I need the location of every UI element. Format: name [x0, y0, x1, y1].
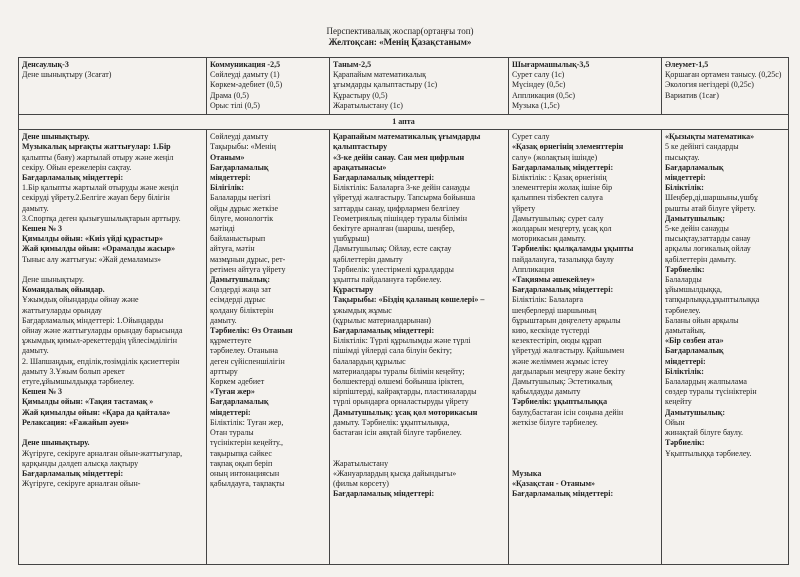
area-item: Қоршаған ортамен танысу. (0,25с): [665, 70, 782, 80]
text-line: Бағдарламалық міндеттері:: [333, 489, 435, 499]
text-line: Шеңбер,ді,шаршыны,үшбұ: [665, 193, 758, 203]
text-line: қолдану біліктерін: [210, 305, 274, 315]
text-line: айтуға, мәтін: [210, 244, 255, 254]
text-line: Біліктілік: Туған жер,: [210, 417, 284, 427]
text-line: Ойын: [665, 417, 685, 427]
plan-table: [18, 57, 789, 565]
text-line: деген сүйіспеншілігін: [210, 356, 285, 366]
text-line: моторикасын дамыту.: [512, 234, 586, 244]
week-row: [19, 115, 789, 130]
text-line: материалдары туралы білімін кеңейту;: [333, 366, 465, 376]
area-title: Шығармашылық-3,5: [512, 60, 590, 69]
text-line: салу» (жолақтың ішінде): [512, 152, 598, 162]
text-line: Дене шынықтыру.: [22, 438, 90, 448]
area-title: Әлеумет-1,5: [665, 60, 709, 69]
text-line: Бағдарламалық міндеттері:: [512, 285, 614, 295]
text-line: қабілеттерін дамыту: [333, 254, 403, 264]
text-line: міндеттері:: [210, 407, 251, 417]
text-line: Бағдарламалық: [665, 162, 724, 172]
text-line: пішімді үйлерді сала білуін бекіту;: [333, 346, 452, 356]
text-line: міндеттері:: [210, 173, 251, 183]
text-line: Дене шынықтыру.: [22, 275, 84, 285]
text-line: арақатынасы»: [333, 162, 387, 172]
text-line: Дамытушылық:: [665, 213, 726, 223]
text-line: Бағдарламалық: [210, 397, 269, 407]
text-line: жинақтай білуге баулу.: [665, 428, 744, 438]
text-line: Дамытушылық: ұсақ қол моторикасын: [333, 407, 478, 417]
text-line: Балаларды: [665, 275, 702, 285]
text-line: үйретуді жалғастыру. Қайшымен: [512, 346, 625, 356]
text-line: Құрастыру: [333, 285, 374, 295]
text-line: үйретуді жалғастыру. Тапсырма бойынша: [333, 193, 475, 203]
text-line: етуге,ұйымшылдыққа тәрбиелеу.: [22, 377, 135, 387]
text-line: міндеттері:: [665, 356, 706, 366]
text-line: байланыстырып: [210, 234, 266, 244]
text-line: кию, кескінде түстерді: [512, 326, 590, 336]
text-line: «Туған жер»: [210, 387, 255, 397]
text-line: Тәрбиелік: Өз Отанын: [210, 326, 293, 336]
text-line: Баланы ойын арқылы: [665, 315, 739, 325]
text-line: «Қазақ өрнегінің элементтерін: [512, 142, 624, 152]
text-line: «Қызықты математика»: [665, 132, 755, 142]
text-line: Тыныс алу жаттығуы: «Жай демаламыз»: [22, 254, 161, 264]
text-line: үйрету: [512, 203, 536, 213]
column-social: [662, 130, 789, 565]
text-line: заттарды санау, цифрлармен белгілеу: [333, 203, 460, 213]
text-line: (фильм көрсету): [333, 479, 389, 489]
text-line: рышты атай білуге үйрету.: [665, 203, 756, 213]
text-line: арттыру: [210, 366, 238, 376]
text-line: ұйымшылдыққа,: [665, 285, 723, 295]
text-line: «3-ке дейін санау. Сан мен цифрлын: [333, 152, 465, 162]
text-line: қабылдауды дамыту: [512, 387, 581, 397]
text-line: Кешен № 3: [22, 387, 62, 397]
text-line: Жай қимылды ойын: «Қара да қайтала»: [22, 407, 171, 417]
text-line: мазмұнын дұрыс, рет-: [210, 254, 286, 264]
text-line: дамыту. Тәрбиелік: ұқыптылыққа,: [333, 417, 450, 427]
text-line: қалыппен тізбектеп салуға: [512, 193, 603, 203]
text-line: баулу,бастаған ісін соңына дейін: [512, 407, 624, 417]
text-line: есімдерді дұрыс: [210, 295, 266, 305]
column-creativity: [509, 130, 662, 565]
text-line: Біліктілік:: [665, 183, 704, 193]
text-line: Біліктілік: : Қазақ өрнегінің: [512, 173, 607, 183]
text-line: Сурет салу: [512, 132, 550, 142]
text-line: дамыту 3.Ұжым болып әрекет: [22, 366, 125, 376]
text-line: Дамытушылық:: [210, 275, 271, 285]
header-line-2: Желтоқсан: «Менің Қазақстаным»: [328, 37, 472, 47]
text-line: 2. Шапшаңдық, епділік,төзімділік қасиеттерін: [22, 356, 180, 366]
text-line: ретімен айтуға үйрету: [210, 264, 286, 274]
text-line: Музыкалық ырғақты жаттығулар: 1.Бір: [22, 142, 171, 152]
text-line: дамыту.: [210, 315, 237, 325]
areas-row: [19, 58, 789, 115]
text-line: кірпіштерді, кайрақтарды, пластиналарды: [333, 387, 477, 397]
text-line: қалыпты (баяу) жартылай отыру және жеңіл: [22, 152, 174, 162]
text-line: пысықтау,заттарды санау: [665, 234, 751, 244]
text-line: балалардың құрылыс: [333, 356, 406, 366]
text-line: кезектестіріп, оюды құрап: [512, 336, 602, 346]
area-item: Сөйлеуді дамыту (1): [210, 70, 280, 80]
text-line: Тақырыбы: «Менің: [210, 142, 276, 152]
text-line: Жай қимылды ойын: «Орамалды жасыр»: [22, 244, 176, 254]
text-line: 5-ке дейін санауды: [665, 224, 729, 234]
area-cell-cognition: [330, 58, 509, 115]
week-label: 1 апта: [19, 115, 789, 130]
text-line: қабілеттерін дамыту.: [665, 254, 736, 264]
text-line: Қимылды ойын: «Киіз үйді құрастыр»: [22, 234, 163, 244]
text-line: үшбұрыш): [333, 234, 370, 244]
area-title: Коммуникация -2,5: [210, 60, 281, 69]
text-line: жолдарын меңгерту, ұсақ қол: [512, 224, 612, 234]
text-line: Дамытушылық: Ойлау, есте сақтау: [333, 244, 452, 254]
text-line: Бағдарламалық міндеттері:: [22, 468, 124, 478]
area-item: Вариатив (1сағ): [665, 90, 719, 100]
text-line: Бағдарламалық міндеттері:: [512, 162, 614, 172]
text-line: Жүгіруге, секіруге арналған ойын-: [22, 479, 141, 489]
text-line: Бағдарламалық міндеттері:: [333, 173, 435, 183]
text-line: Командалық ойындар.: [22, 285, 105, 295]
text-line: және желіммен жұмыс істеу: [512, 356, 609, 366]
text-line: мәтінді: [210, 224, 235, 234]
header-line-1: Перспективалық жоспар(ортаңғы топ): [326, 26, 474, 36]
column-health: [19, 130, 207, 565]
document-header: [0, 26, 800, 48]
text-line: Біліктілік:: [665, 366, 704, 376]
text-line: 5 ке дейінгі сандарды: [665, 142, 739, 152]
text-line: ұқыпты пайдалануға тәрбиелеу.: [333, 275, 442, 285]
text-line: Дене шынықтыру.: [22, 132, 90, 142]
text-line: Бағдарламалық міндеттері: 1.Ойындарды: [22, 315, 164, 325]
text-line: [512, 438, 658, 448]
text-line: ұжымдық жұмыс: [333, 305, 392, 315]
text-line: «Қазақстан - Отаным»: [512, 479, 596, 489]
text-line: пайдалануға, тазалыққа баулу: [512, 254, 614, 264]
text-line: Музыка: [512, 468, 542, 478]
text-line: Тәрбиелік: ұқыптылыққа: [512, 397, 608, 407]
text-line: Қарапайым математикалық ұғымдарды: [333, 132, 481, 142]
content-row: [19, 130, 789, 565]
text-line: Дамытушылық:: [665, 407, 726, 417]
text-line: Бағдарламалық: [210, 162, 269, 172]
text-line: дамытайық.: [665, 326, 706, 336]
text-line: Сөйлеуді дамыту: [210, 132, 269, 142]
text-line: түсініктерін кеңейту.,: [210, 438, 284, 448]
area-item: Орыс тілі (0,5): [210, 100, 260, 110]
text-line: Білігілік:: [210, 183, 245, 193]
text-line: жеткізе білуге тәрбиелеу.: [512, 417, 598, 427]
area-item: ұғымдарды қалыптастыру (1с): [333, 80, 438, 90]
text-line: [512, 449, 658, 459]
area-item: Жаратылыстану (1с): [333, 100, 403, 110]
text-line: 3.Спортқа деген қызығушылықтарын арттыру.: [22, 213, 181, 223]
text-line: бөлшектерді өлшемі бойынша іріктеп,: [333, 377, 465, 387]
text-line: Қимылды ойын: «Тақия тастамақ »: [22, 397, 154, 407]
area-cell-social: [662, 58, 789, 115]
text-line: Релаксация: «Ғажайып әуен»: [22, 417, 129, 427]
text-line: Біліктілік: Балаларға 3-ке дейін санауды: [333, 183, 470, 193]
text-line: Тәрбиелік: үлестірмелі құралдарды: [333, 264, 454, 274]
text-line: Тәрбиелік:: [665, 438, 705, 448]
text-line: «Тақиямы әшекейлеу»: [512, 275, 595, 285]
text-line: дамыту.: [22, 203, 49, 213]
text-line: Жүгіруге, секіруге арналған ойын-жаттығулар,: [22, 448, 183, 458]
text-line: Бағдарламалық міндеттері:: [333, 326, 435, 336]
area-item: Драма (0,5): [210, 90, 249, 100]
text-line: дамыту.: [22, 346, 49, 356]
text-line: қарқынды дәлдеп алысқа лақтыру: [22, 458, 139, 468]
text-line: дағдыларын меңгеру және бекіту: [512, 366, 625, 376]
text-line: құрметтеуге: [210, 336, 252, 346]
text-line: Балаларды негізгі: [210, 193, 271, 203]
text-line: Кешен № 3: [22, 224, 62, 234]
column-communication: [207, 130, 330, 565]
text-line: Тәрбиелік:: [665, 264, 705, 274]
text-line: шеңберлерді шаршының: [512, 305, 597, 315]
text-line: тақырыпқа сәйкес: [210, 448, 272, 458]
text-line: қабылдауға, тақпақты: [210, 479, 285, 489]
text-line: кеңейту: [665, 397, 692, 407]
text-line: секіру. Ойын ережелерін сақтау.: [22, 162, 132, 172]
text-line: Сөздерді жаңа зат: [210, 285, 272, 295]
area-item: Музыка (1,5с): [512, 100, 560, 110]
text-line: арқылы логикалық ойлау: [665, 244, 751, 254]
text-line: міндеттері:: [665, 173, 706, 183]
text-line: [333, 449, 505, 459]
area-item: Аппликация (0,5с): [512, 90, 576, 100]
text-line: Дамытушылық: Эстетикалық: [512, 377, 613, 387]
text-line: тапқырлыққа,ұқыптылыққа: [665, 295, 760, 305]
area-cell-communication: [207, 58, 330, 115]
text-line: білуге, монологтік: [210, 213, 274, 223]
text-line: Бағдарламалық міндеттері:: [22, 173, 124, 183]
text-line: сөздер туралы түсініктерін: [665, 387, 757, 397]
text-line: бастаған ісін аяқтай білуге тәрбиелеу.: [333, 428, 462, 438]
text-line: Аппликация: [512, 264, 555, 274]
text-line: тақпақ оқып беріп: [210, 458, 273, 468]
text-line: ұжымдық қимыл-әрекеттердің үйлесімділігін: [22, 336, 178, 346]
text-line: бекітуге арналған (шаршы, шеңбер,: [333, 224, 455, 234]
text-line: бұрыштарын дөңгелету арқылы: [512, 315, 621, 325]
text-line: Балалардың жалпылама: [665, 377, 747, 387]
area-item: Мүсіндеу (0,5с): [512, 80, 566, 90]
text-line: Бағдарламалық: [665, 346, 724, 356]
text-line: Дамытушылық: сурет салу: [512, 213, 604, 223]
area-item: Көркем-әдебиет (0,5): [210, 80, 283, 90]
text-line: түрлі орындарға орналастыруды үйрету: [333, 397, 469, 407]
text-line: Тақырыбы: «Біздің қаланың көшелері» –: [333, 295, 485, 305]
text-line: (құрылыс материалдарынан): [333, 315, 431, 325]
text-line: «Жануарлардың қысқа дайындығы»: [333, 468, 457, 478]
text-line: [22, 428, 203, 438]
text-line: элементтерін жолақ ішіне бір: [512, 183, 613, 193]
text-line: ойнау және жаттығуларды орындау барысында: [22, 326, 183, 336]
area-item: Қарапайым математикалық: [333, 70, 427, 80]
area-cell-health: [19, 58, 207, 115]
text-line: Тәрбиелік: қылқаламды ұқыпты: [512, 244, 634, 254]
area-title: Таным-2,5: [333, 60, 372, 69]
area-item: Дене шынықтыру (3сағат): [22, 70, 112, 80]
area-title: Денсаулық-3: [22, 60, 69, 69]
text-line: Ұжымдық ойындарды ойнау және: [22, 295, 139, 305]
text-line: тәрбиелеу.: [665, 305, 701, 315]
text-line: қалыптастыру: [333, 142, 388, 152]
area-cell-creativity: [509, 58, 662, 115]
text-line: оның интонациясын: [210, 468, 280, 478]
text-line: Көркем әдебиет: [210, 377, 265, 387]
text-line: ойды дұрыс жеткізе: [210, 203, 279, 213]
area-item: Құрастыру (0,5): [333, 90, 388, 100]
text-line: Жаратылыстану: [333, 458, 389, 468]
text-line: Геометриялық пішіндер туралы білімін: [333, 213, 468, 223]
text-line: 1.Бір қалыпты жартылай отыруды және жеңіл: [22, 183, 179, 193]
area-item: Экология негіздері (0,25с): [665, 80, 754, 90]
text-line: [512, 459, 658, 469]
text-line: [333, 438, 505, 448]
column-cognition: [330, 130, 509, 565]
text-line: Біліктілік: Балаларға: [512, 295, 584, 305]
text-line: «Бір сөзбен ата»: [665, 336, 724, 346]
text-line: тәрбиелеу. Отанына: [210, 346, 278, 356]
text-line: Ұқыптылыққа тәрбиелеу.: [665, 448, 752, 458]
text-line: Отаным»: [210, 152, 245, 162]
text-line: [22, 265, 203, 275]
text-line: Отан туралы: [210, 428, 254, 438]
text-line: Біліктілік: Түрлі құрылымды және түрлі: [333, 336, 471, 346]
text-line: секіруді үйрету.2.Белгіге жауап беру білігін: [22, 193, 170, 203]
text-line: пысықтау.: [665, 152, 700, 162]
text-line: жаттығуларды орындау: [22, 305, 102, 315]
area-item: Сурет салу (1с): [512, 70, 565, 80]
text-line: Бағдарламалық міндеттері:: [512, 489, 614, 499]
text-line: [512, 428, 658, 438]
